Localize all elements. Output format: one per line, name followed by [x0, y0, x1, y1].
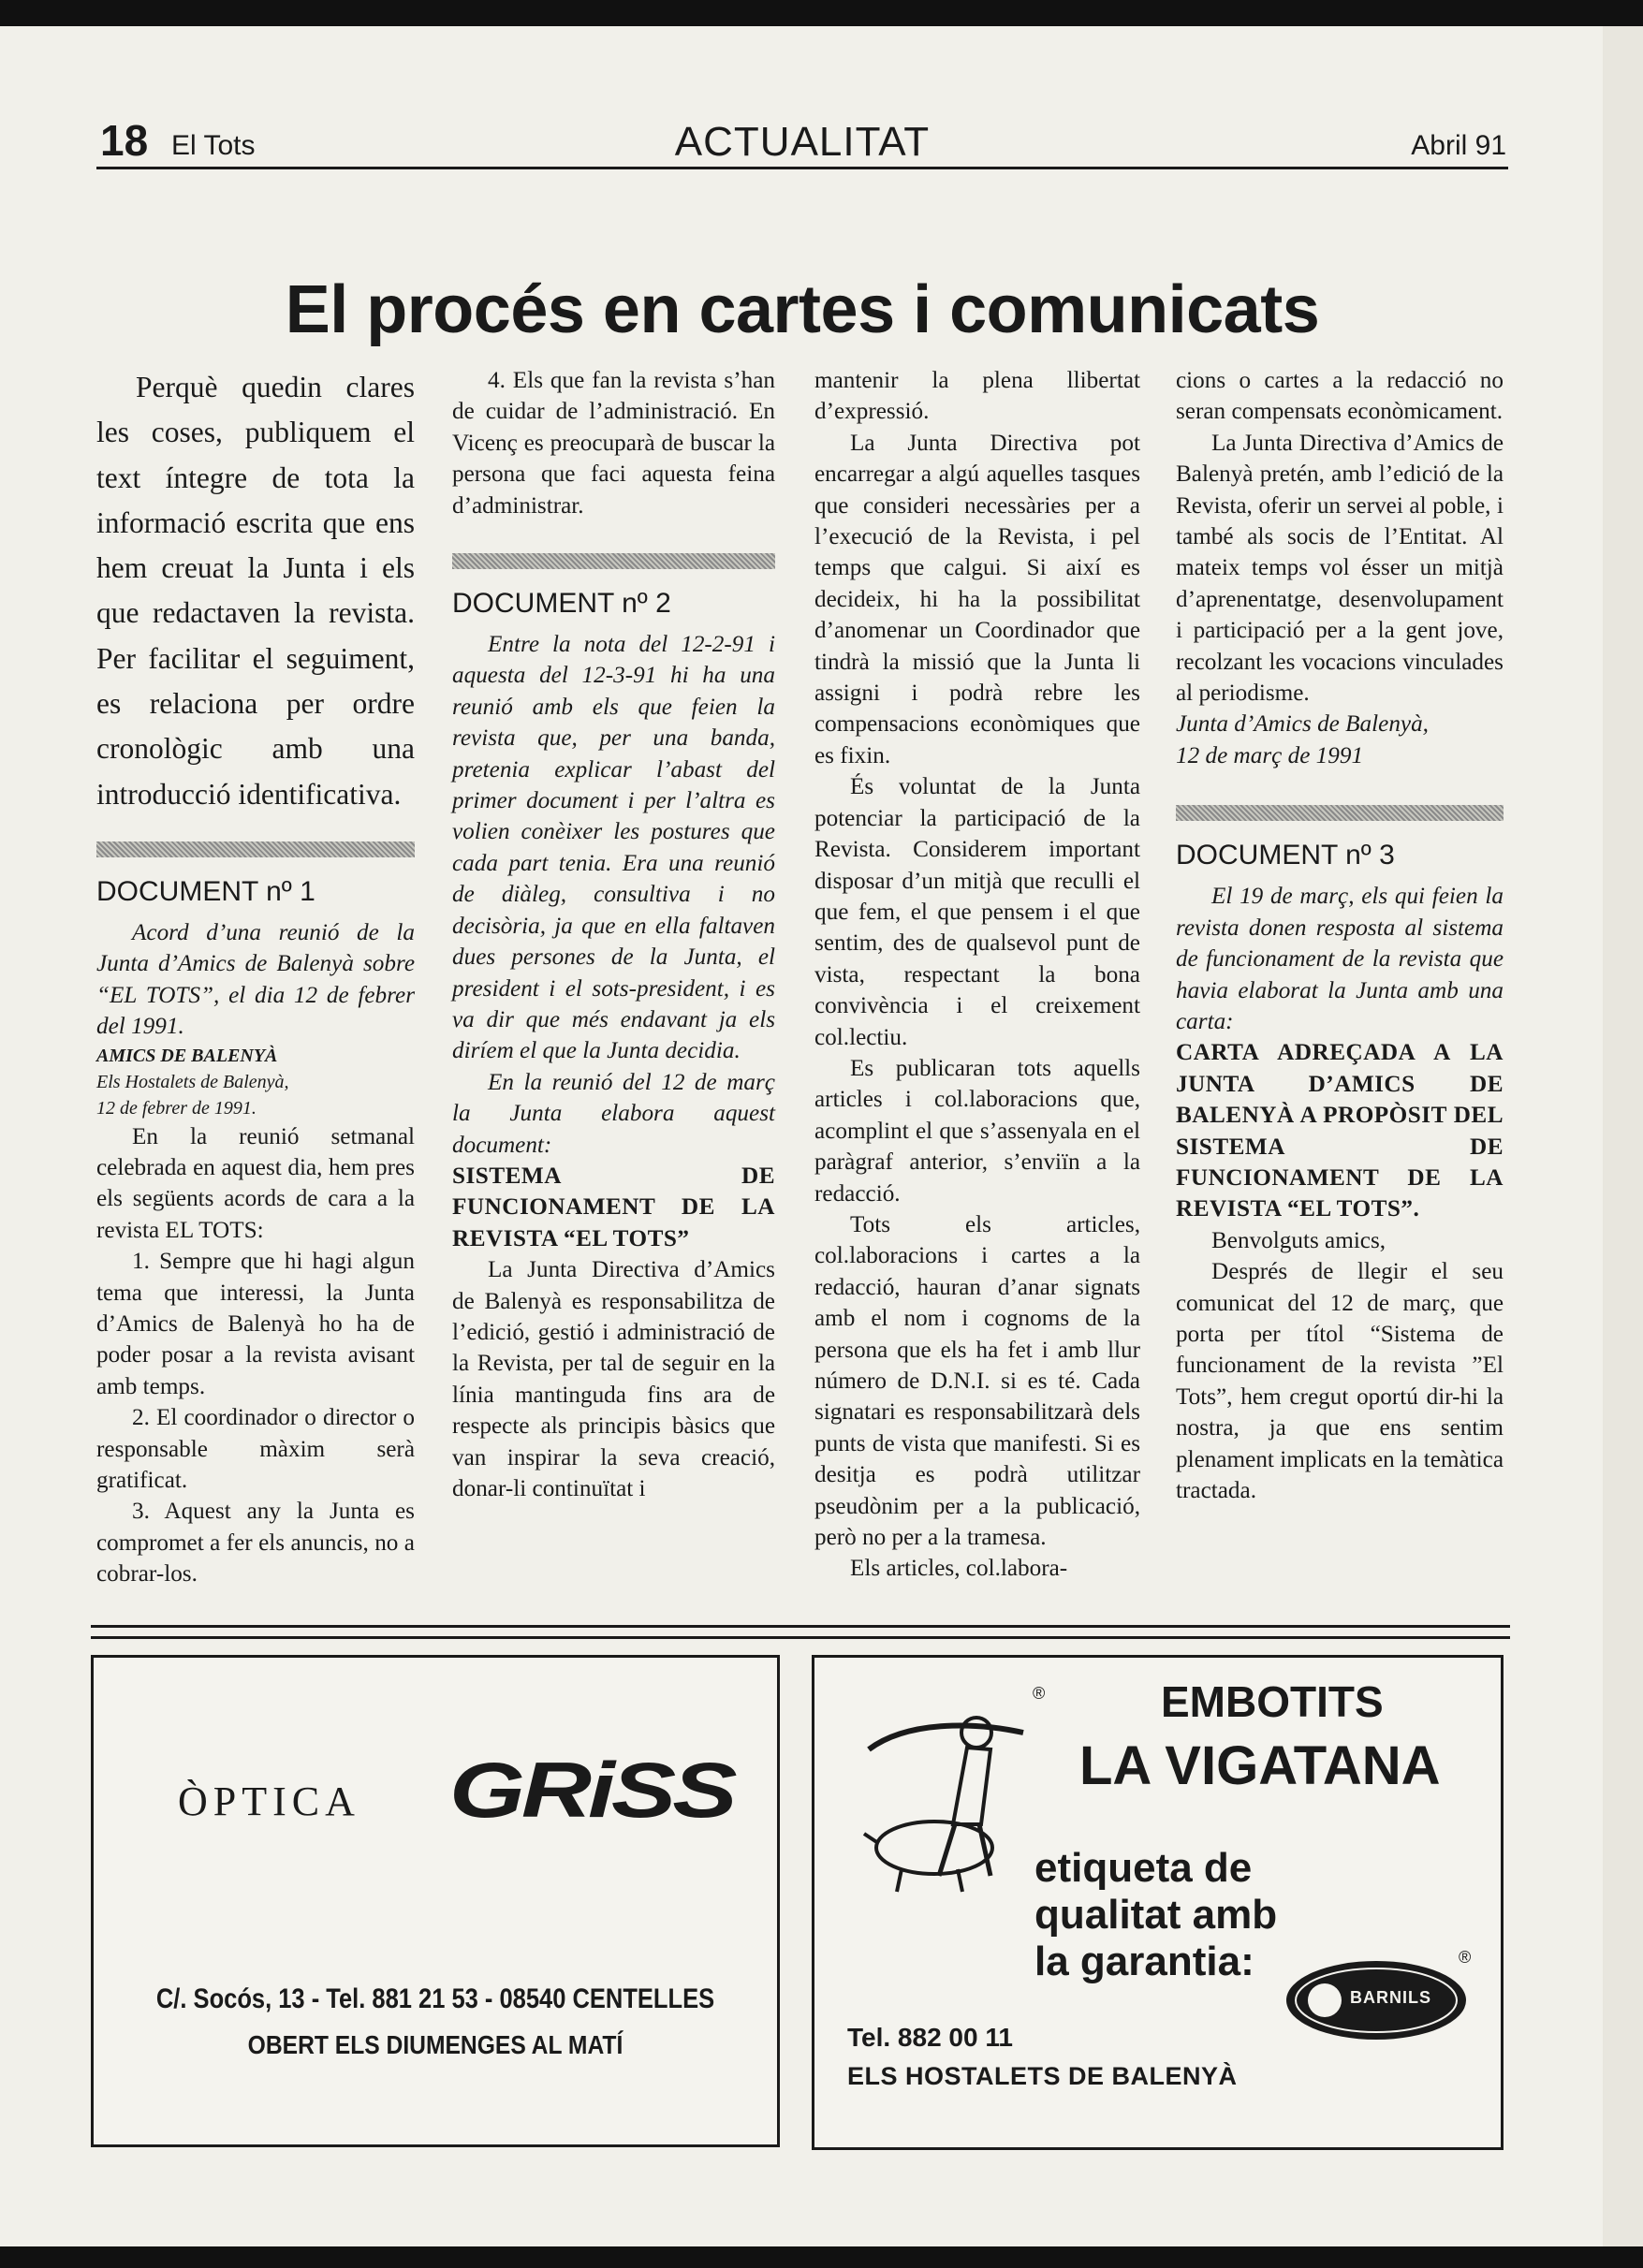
signature-date: 12 de març de 1991: [1176, 742, 1364, 768]
document-1-signatory: AMICS DE BALENYÀ: [96, 1045, 278, 1066]
paragraph: La Junta Directiva d’Amics de Balenyà es responsabilitza de l’edició, gestió i administració de la Revista, per tal de seguir en la línia mantinguda fins ara de respecte als principis bàsics que van inspirar la seva creació, donar-li continuïtat i: [452, 1257, 775, 1501]
document-1-date: 12 de febrer de 1991.: [96, 1097, 257, 1119]
ad-separator-rule: [91, 1636, 1510, 1639]
optica-griss-ad: [91, 1655, 780, 2147]
paragraph: mantenir la plena llibertat d’expressió.: [814, 368, 1140, 425]
intro-paragraph: Perquè quedin clares les coses, publiquem el text íntegre de tota la informació escrita que ens hem creuat la Junta i els que redactaven la revista. Per facilitar el seguiment, es relaciona per ordre cronològic amb una introducció identificativa.: [96, 371, 415, 811]
page-number: 18: [100, 116, 149, 165]
paragraph: La Junta Directiva pot encarregar a algú aquelles tasques que consideri necessàries per a l’execució de la Revista, i pel temps que calgui. Si així es decideix, hi ha la possibilitat d’anomenar un Coordinador que tindrà la missió que la Junta li assigni i podrà rebre les compensacions econòmiques que es fixin.: [814, 430, 1140, 768]
tagline-line: la garantia:: [1034, 1939, 1254, 1984]
paragraph: Després de llegir el seu comunicat del 12 de març, que porta per títol “Sistema de funcionament de la revista ”El Tots”, hem cregut oportú dir-hi la nostra, ja que ens sentim plenament implicats en la temàtica tractada.: [1176, 1259, 1504, 1503]
quality-tagline: [1034, 1845, 1277, 1985]
paragraph: Es publicaran tots aquells articles i col.laboracions que, acomplint el que s’assenyala en el paràgraf anterior, s’enviïn a la redacció.: [814, 1055, 1140, 1207]
document-divider: [452, 553, 775, 569]
column-2: [452, 365, 775, 1504]
document-divider: [96, 841, 415, 857]
ad-separator-rule: [91, 1625, 1510, 1628]
paragraph: 3. Aquest any la Junta es compromet a fer els anuncis, no a cobrar-los.: [96, 1499, 415, 1588]
vigatana-phone: Tel. 882 00 11: [847, 2023, 1013, 2052]
paragraph: És voluntat de la Junta potenciar la participació de la Revista. Considerem important disposar d’un mitjà que reculli el que fem, el que pensem i el que sentim, des de qualsevol punt de vista, respectant la bona convivència i el creixement col.lectiu.: [814, 774, 1140, 1050]
document-1-title: DOCUMENT nº 1: [96, 875, 315, 907]
document-2-intro-2: En la reunió del 12 de març la Junta elabora aquest document:: [452, 1069, 775, 1158]
signature-line: Junta d’Amics de Balenyà,: [1176, 711, 1429, 738]
optica-address: C/. Socós, 13 - Tel. 881 21 53 - 08540 CENTELLES: [155, 1983, 715, 2014]
document-1-intro: Acord d’una reunió de la Junta d’Amics de Balenyà sobre “EL TOTS”, el dia 12 de febrer del 1991.: [96, 919, 415, 1040]
paragraph: cions o cartes a la redacció no seran compensats econòmicament.: [1176, 368, 1504, 425]
griss-logo: GRiSS: [449, 1747, 734, 1835]
page-edge: [1603, 26, 1643, 2246]
issue-date: Abril 91: [1411, 130, 1506, 161]
tagline-line: etiqueta de: [1034, 1845, 1253, 1891]
optica-hours: OBERT ELS DIUMENGES AL MATÍ: [247, 2030, 623, 2059]
running-header: [96, 115, 1508, 169]
document-2-intro: Entre la nota del 12-2-91 i aquesta del 12-3-91 hi ha una reunió amb els que feien la revista que, per una banda, pretenia explicar l’abast del primer document i per l’altra es volien conèixer les postures que cada part tenia. Era una reunió de diàleg, consultiva i no decisòria, ja que en ella faltaven dues persones de la Junta, el president i el sots-president, i es va dir que més endavant ja els diríem el que la Junta decidia.: [452, 632, 775, 1064]
barnils-logo: [1283, 1957, 1470, 2043]
barnils-label: BARNILS: [1350, 1988, 1431, 2007]
article-headline: El procés en cartes i comunicats: [285, 272, 1320, 347]
document-3-title: DOCUMENT nº 3: [1176, 840, 1395, 871]
paragraph: Benvolguts amics,: [1211, 1227, 1386, 1253]
column-3: [814, 365, 1140, 1585]
document-divider: [1176, 805, 1504, 821]
registered-mark: ®: [1033, 1684, 1046, 1703]
document-3-intro: El 19 de març, els qui feien la revista donen resposta al sistema de funcionament de la revista que havia elaborat la Junta amb una carta:: [1176, 884, 1504, 1034]
embotits-title: EMBOTITS: [1161, 1677, 1384, 1726]
section-title: ACTUALITAT: [674, 119, 931, 165]
paragraph: Els articles, col.labora-: [850, 1556, 1068, 1582]
embotits-vigatana-ad: [812, 1655, 1504, 2150]
paragraph: 2. El coordinador o director o responsable màxim serà gratificat.: [96, 1405, 415, 1494]
vigatana-location: ELS HOSTALETS DE BALENYÀ: [847, 2062, 1238, 2090]
magazine-page: [0, 26, 1603, 2246]
tagline-line: qualitat amb: [1034, 1892, 1278, 1938]
paragraph: Tots els articles, col.laboracions i cartes a la redacció, hauran d’anar signats amb el nom i cognoms de la persona que els ha fet i amb llur número de D.N.I. si es té. Cada signatari es responsabilitzarà dels punts de vista que manifesti. Si es desitja es podrà utilitzar pseudònim per a la publicació, però no per a la tramesa.: [814, 1211, 1140, 1551]
paragraph: 1. Sempre que hi hagi algun tema que interessi, la Junta d’Amics de Balenyà ho ha de poder posar a la revista avisant amb temps.: [96, 1249, 415, 1399]
document-2-title: DOCUMENT nº 2: [452, 588, 671, 620]
optica-label: ÒPTICA: [178, 1778, 360, 1824]
column-4: [1176, 365, 1504, 1506]
vigatana-title: LA VIGATANA: [1079, 1735, 1441, 1796]
paragraph: 4. Els que fan la revista s’han de cuidar de l’administració. En Vicenç es preocuparà de buscar la persona que faci aquesta feina d’administrar.: [452, 368, 775, 519]
document-3-heading: CARTA ADREÇADA A LA JUNTA D’AMICS DE BALENYÀ A PROPÒSIT DEL SISTEMA DE FUNCIONAMENT DE LA REVISTA “EL TOTS”.: [1176, 1040, 1504, 1222]
document-1-place: Els Hostalets de Balenyà,: [96, 1071, 289, 1092]
registered-mark: ®: [1459, 1948, 1472, 1967]
column-1: [96, 365, 415, 1590]
document-2-heading: SISTEMA DE FUNCIONAMENT DE LA REVISTA “EL TOTS”: [452, 1163, 775, 1251]
paragraph: En la reunió setmanal celebrada en aquest dia, hem pres els següents acords de cara a la revista EL TOTS:: [96, 1123, 415, 1243]
paragraph: La Junta Directiva d’Amics de Balenyà pretén, amb l’edició de la Revista, oferir un servei al poble, i també als socis de l’Entitat. Al mateix temps vol ésser un mitjà d’aprenentatge, desenvolupament i participació per a la gent jove, recolzant les vocacions vinculades al periodisme.: [1176, 430, 1504, 707]
magazine-name: El Tots: [171, 130, 256, 161]
